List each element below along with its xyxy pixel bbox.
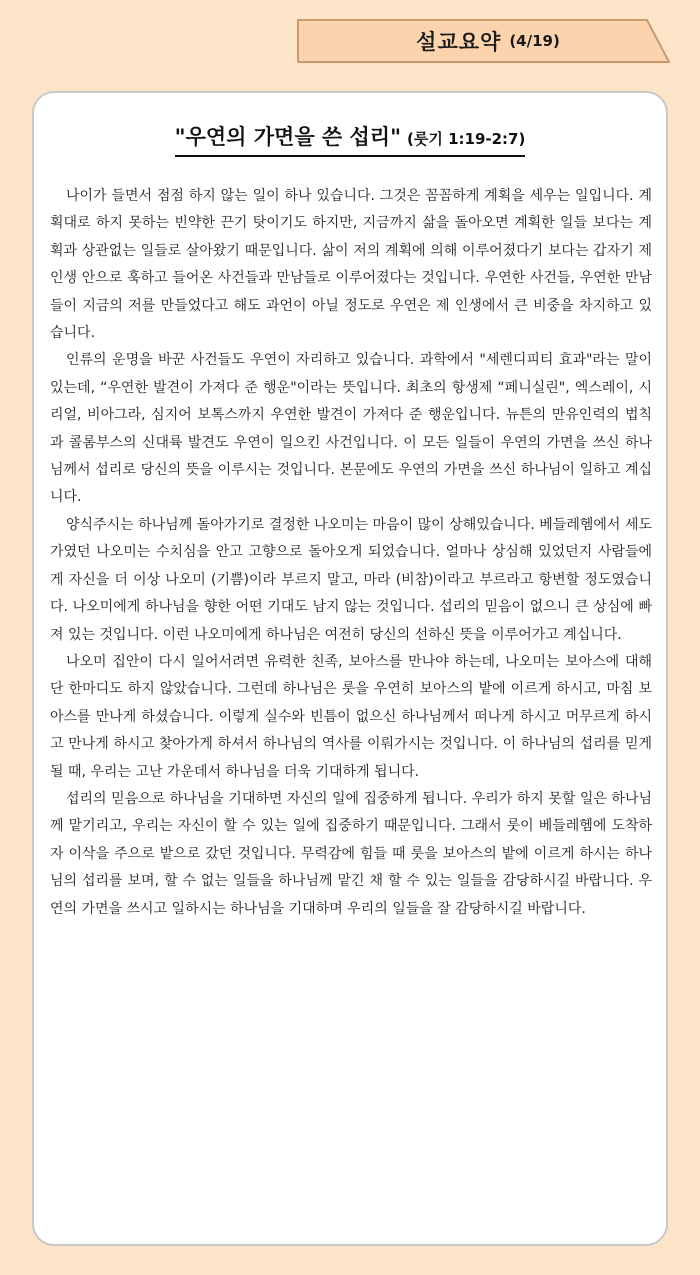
header-date: (4/19) — [509, 32, 560, 50]
paragraph-1: 나이가 들면서 점점 하지 않는 일이 하나 있습니다. 그것은 꼼꼼하게 계획을 세우는 일입니다. 계획대로 하지 못하는 빈약한 끈기 탓이기도 하지만, 지금까지 삶을 돌아오면 계획한 일들 보다는 계획과 상관없는 일들로 살아왔기 때문입니다. 삶이 저의 계획에 의해 이루어졌다기 보다는 갑자기 제 인생 안으로 훅하고 들어온 사건들과 만남들로 이루어졌다는 것입니다. 우연한 사건들, 우연한 만남들이 지금의 저를 만들었다고 해도 과언이 아닐 정도로 우연은 제 인생에서 큰 비중을 차지하고 있습니다. — [50, 188, 652, 342]
paragraph-5: 섭리의 믿음으로 하나님을 기대하면 자신의 일에 집중하게 됩니다. 우리가 하지 못할 일은 하나님께 맡기리고, 우리는 자신이 할 수 있는 일에 집중하기 때문입니다. 그래서 룻이 베들레헴에 도착하자 이삭을 주으로 밭으로 갔던 것입니다. 무력감에 힘들 때 룻을 보아스의 밭에 이르게 하시는 하나님의 섭리를 보며, 할 수 없는 일들을 하나님께 맡긴 채 할 수 있는 일들을 감당하시길 바랍니다. 우연의 가면을 쓰시고 일하시는 하나님을 기대하며 우리의 일들을 잘 감당하시길 바랍니다. — [50, 790, 652, 917]
sermon-title — [34, 121, 666, 157]
header-title: 설교요약 — [416, 30, 502, 54]
paragraph-3: 양식주시는 하나님께 돌아가기로 결정한 나오미는 마음이 많이 상해있습니다. 베들레헴에서 세도가였던 나오미는 수치심을 안고 고향으로 돌아오게 되었습니다. 얼마나 상심해 있었던지 사람들에게 자신을 더 이상 나오미 (기쁨)이라 부르지 말고, 마라 (비참)이라고 부르라고 항변할 정도였습니다. 나오미에게 하나님을 향한 어떤 기대도 남지 않는 것입니다. 섭리의 믿음이 없으니 큰 상심에 빠져 있는 것입니다. 이런 나오미에게 하나님은 여전히 당신의 선하신 뜻을 이루어가고 계십니다. — [50, 516, 652, 643]
header-tab — [295, 18, 671, 64]
header-text — [295, 18, 671, 64]
paragraph-4: 나오미 집안이 다시 일어서려면 유력한 친족, 보아스를 만나야 하는데, 나오미는 보아스에 대해 단 한마디도 하지 않았습니다. 그런데 하나님은 룻을 우연히 보아스의 밭에 이르게 하시고, 마침 보아스를 만나게 하셨습니다. 이렇게 실수와 빈틈이 없으신 하나님께서 떠나게 하시고 머무르게 하시고 만나게 하시고 찾아가게 하셔서 하나님의 역사를 이뤄가시는 것입니다. 이 하나님의 섭리를 믿게 될 때, 우리는 고난 가운데서 하나님을 더욱 기대하게 됩니다. — [50, 653, 652, 780]
sermon-body — [50, 183, 652, 923]
sermon-title-text: "우연의 가면을 쓴 섭리" — [174, 125, 402, 149]
sermon-card — [32, 91, 668, 1246]
sermon-title-underlined — [175, 121, 526, 157]
paragraph-2: 인류의 운명을 바꾼 사건들도 우연이 자리하고 있습니다. 과학에서 "세렌디피티 효과"라는 말이 있는데, “우연한 발견이 가져다 준 행운"이라는 뜻입니다. 최초의 항생제 “페니실린", 엑스레이, 시리얼, 비아그라, 심지어 보톡스까지 우연한 발견이 가져다 준 행운입니다. 뉴튼의 만유인력의 법칙과 콜롬부스의 신대륙 발견도 우연이 일으킨 사건입니다. 이 모든 일들이 우연의 가면을 쓰신 하나님께서 섭리로 당신의 뜻을 이루시는 것입니다. 본문에도 우연의 가면을 쓰신 하나님이 일하고 계십니다. — [50, 352, 652, 506]
sermon-reference: (룻기 1:19-2:7) — [407, 130, 526, 148]
